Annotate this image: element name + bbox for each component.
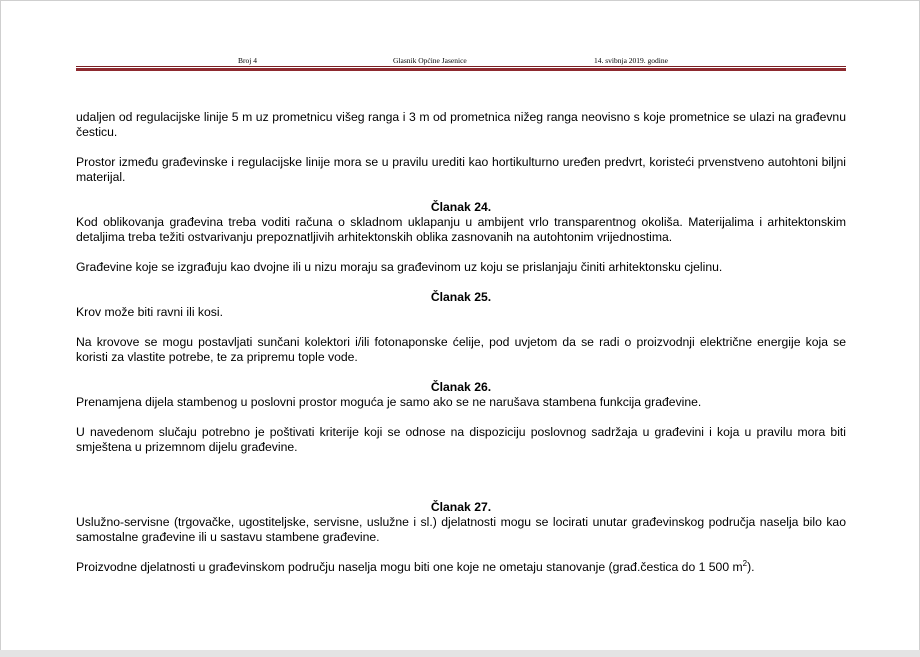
- paragraph: Prenamjena dijela stambenog u poslovni prostor moguća je samo ako se ne narušava stambena funkcija građevine.: [76, 395, 702, 409]
- superscript-square: 2: [742, 558, 748, 568]
- page-bottom-edge: [0, 650, 920, 657]
- article-heading-25: Članak 25.: [430, 290, 492, 304]
- header-rule-thick: [76, 68, 846, 71]
- paragraph-end: ).: [747, 560, 755, 574]
- paragraph-production-activities: [76, 560, 846, 575]
- document-body: [76, 110, 846, 575]
- paragraph: Krov može biti ravni ili kosi.: [76, 305, 223, 319]
- header-rule-thin: [76, 66, 846, 67]
- article-heading-27: Članak 27.: [430, 500, 492, 514]
- paragraph: udaljen od regulacijske linije 5 m uz prometnicu višeg ranga i 3 m od prometnica nižeg ranga neovisno s koje prometnice se ulazi na građevnu česticu.: [76, 110, 846, 139]
- paragraph: Građevine koje se izgrađuju kao dvojne ili u nizu moraju sa građevinom uz koju se prislanjaju činiti arhitektonsku cjelinu.: [76, 260, 723, 274]
- paragraph: Kod oblikovanja građevina treba voditi računa o skladnom uklapanju u ambijent vrlo transparentnog okoliša. Materijalima i arhitektonskim detaljima treba težiti ostvarivanju prepoznatljivih arhitektonskih oblika zasnovanih na autohtonim vrijednostima.: [76, 215, 846, 244]
- header-publication-title: Glasnik Općine Jasenice: [393, 56, 467, 65]
- paragraph-text: Proizvodne djelatnosti u građevinskom području naselja mogu biti one koje ne ometaju stanovanje (građ.čestica do 1 500 m: [76, 560, 743, 574]
- paragraph: Uslužno-servisne (trgovačke, ugostiteljske, servisne, uslužne i sl.) djelatnosti mogu se locirati unutar građevinskog područja naselja bilo kao samostalne građevine ili u sastavu stambene građevine.: [76, 515, 846, 544]
- paragraph: Na krovove se mogu postavljati sunčani kolektori i/ili fotonaponske ćelije, pod uvjetom da se radi o proizvodnji električne energije koja se koristi za vlastite potrebe, te za pripremu tople vode.: [76, 335, 846, 364]
- paragraph: U navedenom slučaju potrebno je poštivati kriterije koji se odnose na dispoziciju poslovnog sadržaja u građevini i koja u pravilu mora biti smještena u prizemnom dijelu građevine.: [76, 425, 846, 454]
- header-issue-number: Broj 4: [238, 56, 257, 65]
- paragraph: Prostor između građevinske i regulacijske linije mora se u pravilu urediti kao hortikulturno uređen predvrt, koristeći prvenstveno autohtoni biljni materijal.: [76, 155, 846, 184]
- article-heading-26: Članak 26.: [430, 380, 492, 394]
- header-date: 14. svibnja 2019. godine: [594, 56, 668, 65]
- article-heading-24: Članak 24.: [430, 200, 492, 214]
